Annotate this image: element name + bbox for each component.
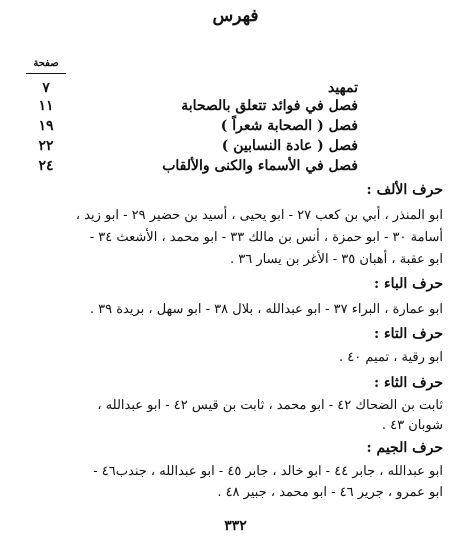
index-line: شوبان ٤٣ . xyxy=(381,418,443,433)
section-heading-ba: حرف الباء : xyxy=(373,276,443,292)
section-heading-alif: حرف الألف : xyxy=(366,182,443,198)
index-line: ابو رقية ، تميم ٤٠ . xyxy=(339,350,443,365)
page-column-header: صفحة xyxy=(33,58,59,69)
page-title: فهرس xyxy=(212,6,259,26)
index-line: أسامة ٣٠ - ابو حمزة ، أنس بن مالك ٣٣ - ابو محمد ، الأشعث ٣٤ - xyxy=(89,230,443,245)
toc-label: فصل ( عادة النسابين ) xyxy=(221,138,358,154)
toc-entry xyxy=(26,98,358,118)
index-line: ثابت بن الضحاك ٤٢ - ابو محمد ، ثابت بن قيس ٤٢ - ابو عبدالله ، xyxy=(97,398,443,413)
toc-page-number: ٢٢ xyxy=(38,138,54,154)
toc-page-number: ١٩ xyxy=(38,118,54,134)
toc-entry xyxy=(26,80,358,100)
section-heading-jim: حرف الجيم : xyxy=(366,440,443,456)
index-line: ابو المنذر ، أبي بن كعب ٢٧ - ابو يحيى ، أسيد بن حضير ٢٩ - ابو زيد ، xyxy=(75,208,443,223)
toc-page-number: ٧ xyxy=(42,80,50,96)
toc-label: تمهيد xyxy=(327,80,358,96)
section-heading-tha: حرف الثاء : xyxy=(373,375,443,391)
toc-label: فصل في فوائد تتعلق بالصحابة xyxy=(181,98,358,114)
index-line: ابو عبدالله ، جابر ٤٤ - ابو خالد ، جابر ٤٥ - ابو عبدالله ، جندب٤٦ - xyxy=(93,464,443,479)
index-line: ابو عمرو ، جرير ٤٦ - ابو محمد ، جبير ٤٨ . xyxy=(217,485,443,500)
index-line: ابو عقبة ، أهبان ٣٥ - الأغر بن يسار ٣٦ . xyxy=(229,252,443,267)
toc-page-number: ٢٤ xyxy=(38,158,54,174)
toc-page-number: ١١ xyxy=(38,98,54,114)
toc-entry xyxy=(26,138,358,158)
page-number: ٣٣٢ xyxy=(224,518,247,534)
index-line: ابو عمارة ، البراء ٣٧ - ابو عبدالله ، بلال ٣٨ - ابو سهل ، بريدة ٣٩ . xyxy=(89,302,443,317)
section-heading-ta: حرف التاء : xyxy=(373,326,443,342)
page-column-rule xyxy=(26,73,66,74)
toc-label: فصل في الأسماء والكنى والألقاب xyxy=(162,158,358,174)
toc-entry xyxy=(26,118,358,138)
toc-label: فصل ( الصحابة شعراً ) xyxy=(220,118,358,134)
toc-entry xyxy=(26,158,358,178)
